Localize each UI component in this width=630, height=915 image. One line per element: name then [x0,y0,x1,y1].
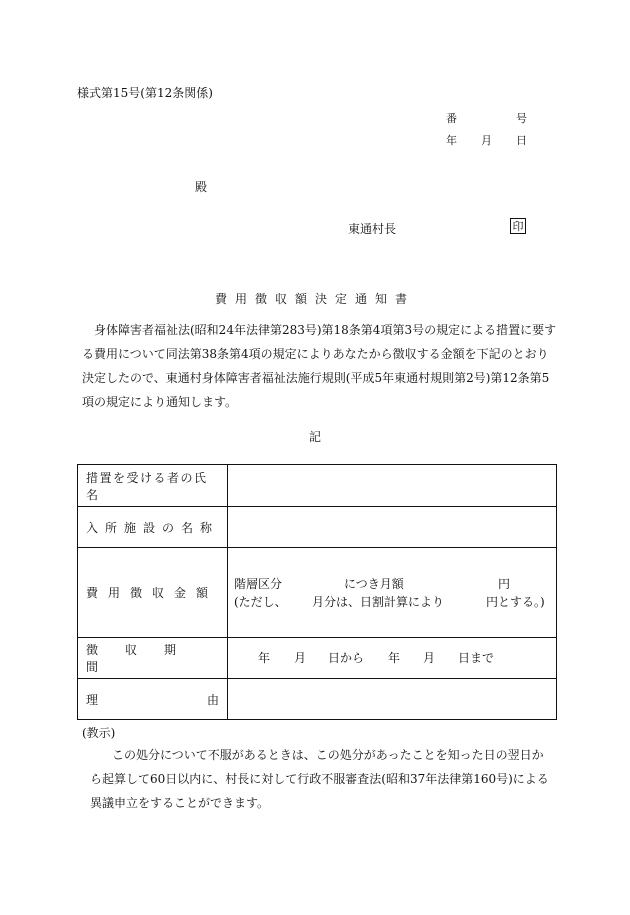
table-row [78,638,557,679]
addressee-honorific: 殿 [195,180,208,194]
seal-stamp: 印 [510,218,526,234]
date-day: 日 [516,134,527,147]
reason-value[interactable] [228,679,557,720]
facility-name-label [78,507,228,548]
from-month: 月 [294,651,307,665]
monthly-amount-label: につき月額 [344,576,404,591]
instruction-text: この処分について不服があるときは、この処分があったことを知った日の翌日から起算して60日以内に、村長に対して行政不服審査法(昭和37年法律第160号)による異議申立をすることができます。 [90,748,549,810]
body-paragraph: 身体障害者福祉法(昭和24年法律第283号)第18条第4項第3号の規定による措置に要する費用について同法第38条第4項の規定によりあなたから徴収する金額を下記のとおり決定したので、東通村身体障害者福祉法施行規則(平成5年東通村規則第2号)第12条第5項の規定により通知します。 [82,323,557,409]
recipient-name-label [78,465,228,507]
proviso-daily-calc: 月分は、日割計算により [312,594,445,609]
form-number: 様式第15号(第12条関係) [77,86,213,100]
details-table [77,464,557,720]
collection-period-label-text: 徴収期間 [86,643,204,674]
collection-period-value[interactable] [228,638,557,679]
fee-amount-label-text: 費用徴収金額 [86,586,219,600]
from-year: 年 [258,651,271,665]
recipient-name-label-text: 措置を受ける者の氏名 [86,470,208,502]
to-month: 月 [423,651,436,665]
proviso-open: (ただし、 [234,594,287,609]
to-year: 年 [388,651,401,665]
tier-label: 階層区分 [234,576,283,591]
fee-amount-value[interactable] [228,548,557,638]
facility-name-label-text: 入所施設の名称 [86,520,220,535]
proviso-close: 円とする。) [486,594,545,609]
facility-name-value[interactable] [228,507,557,548]
from-day: 日から [328,651,365,665]
issuer-name: 東通村長 [348,222,397,236]
table-row [78,548,557,638]
yen-label: 円 [498,576,511,591]
instruction-label: (教示) [82,726,116,740]
recipient-name-value[interactable] [228,465,557,507]
ki-heading: 記 [308,430,321,444]
reason-label-b: 由 [206,692,219,707]
fee-amount-label [78,548,228,638]
number-suffix: 号 [516,112,527,125]
table-row [78,679,557,720]
reason-label-a: 理 [86,692,99,707]
table-row [78,465,557,507]
date-month: 月 [481,134,492,147]
collection-period-label [78,638,228,679]
document-title: 費用徴収額決定通知書 [214,292,415,306]
number-label: 番 [446,112,457,125]
to-day: 日まで [458,651,495,665]
reason-label [78,679,228,720]
table-row [78,507,557,548]
date-year: 年 [446,134,457,147]
